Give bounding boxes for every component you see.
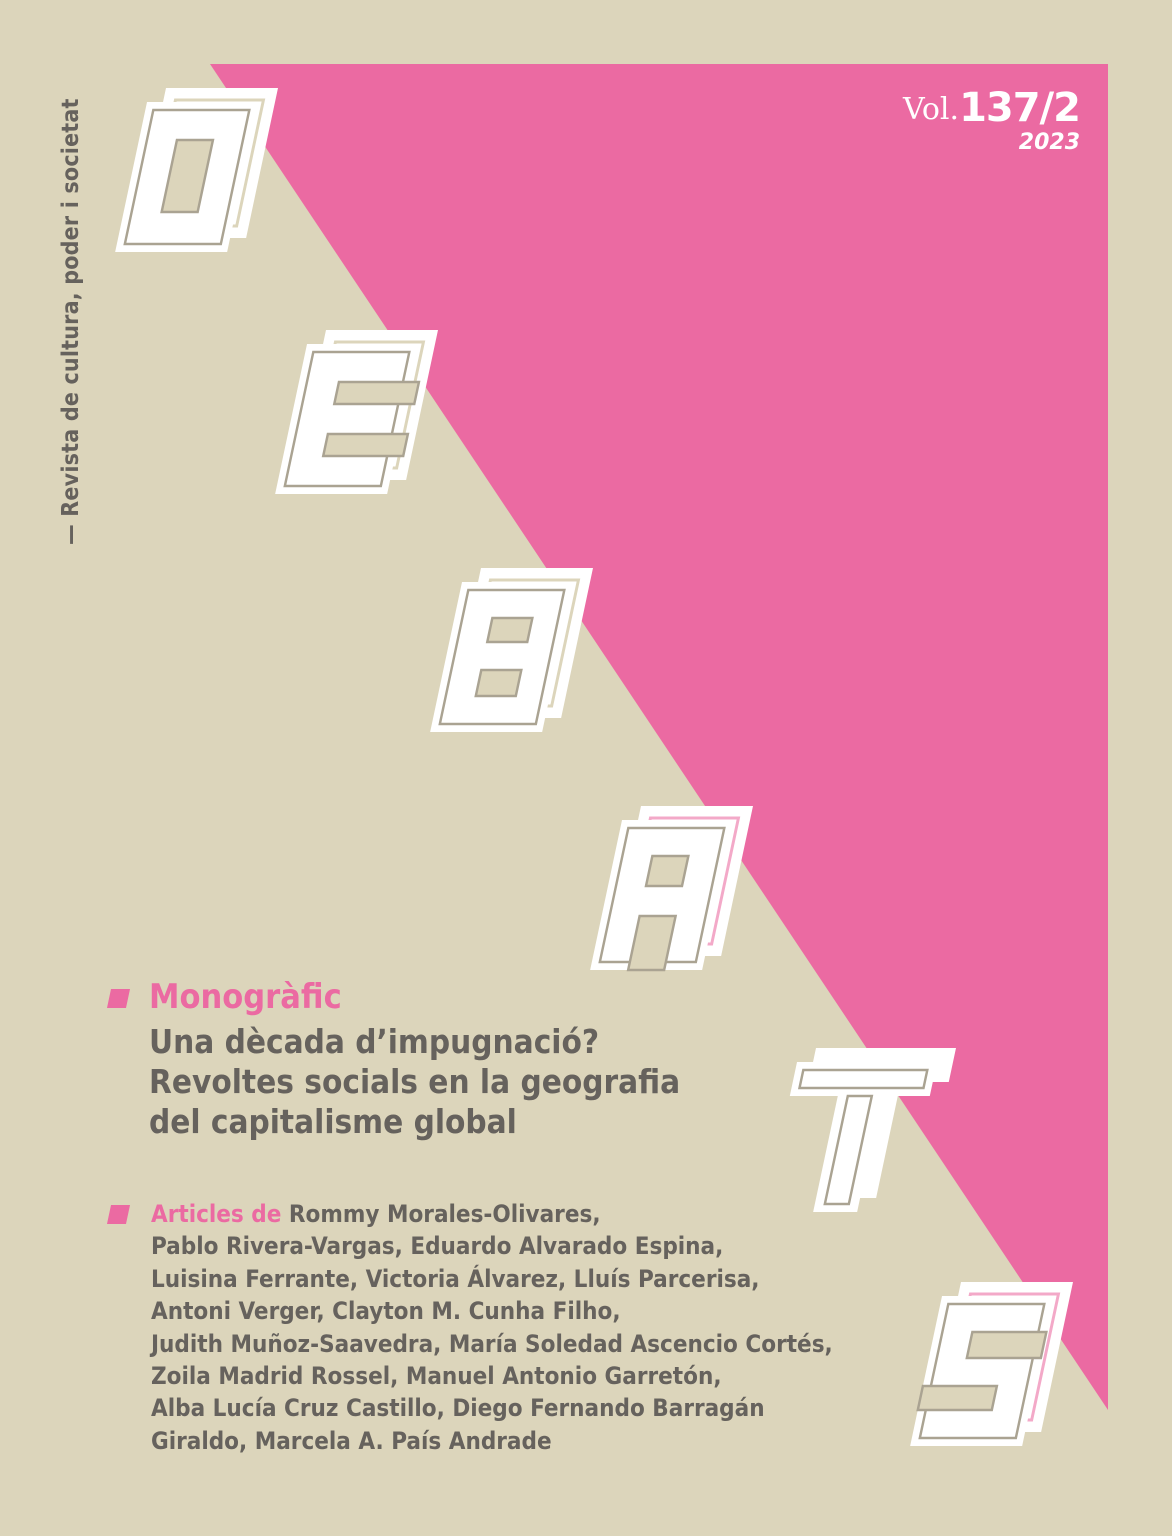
- authors-line: Pablo Rivera-Vargas, Eduardo Alvarado Espina,: [151, 1232, 724, 1261]
- articles-label: Articles de: [151, 1200, 282, 1228]
- authors-line: [151, 1198, 891, 1230]
- authors-line-text: Rommy Morales-Olivares,: [288, 1200, 601, 1228]
- title-letter-e: [275, 330, 438, 494]
- title-letter-d: [115, 88, 278, 252]
- authors-line: Judith Muñoz-Saavedra, María Soledad Ascencio Cortés,: [151, 1329, 833, 1358]
- authors-line: Zoila Madrid Rossel, Manuel Antonio Garretón,: [151, 1362, 722, 1391]
- authors-line: Alba Lucía Cruz Castillo, Diego Fernando Barragán: [151, 1394, 765, 1423]
- monograph-title-line: del capitalisme global: [149, 1102, 517, 1141]
- volume-number: 137/2: [959, 85, 1080, 131]
- monograph-title: [149, 1022, 789, 1142]
- title-letter-b: [430, 568, 593, 732]
- articles-bullet: [107, 1205, 130, 1224]
- journal-tagline: — Revista de cultura, poder i societat: [58, 98, 84, 545]
- title-letter-s: [910, 1282, 1073, 1446]
- articles-authors: [151, 1198, 891, 1457]
- authors-line: Giraldo, Marcela A. País Andrade: [151, 1426, 552, 1455]
- issue-year: 2023: [1018, 130, 1080, 155]
- title-letter-a: [590, 806, 753, 970]
- monograph-label: Monogràfic: [149, 977, 342, 1017]
- volume-line: [902, 85, 1080, 131]
- monograph-title-line: Revoltes socials en la geografia: [149, 1062, 681, 1101]
- volume-block: [902, 85, 1080, 155]
- monograph-title-line: Una dècada d’impugnació?: [149, 1022, 600, 1061]
- monograph-bullet: [107, 989, 130, 1008]
- authors-line: Antoni Verger, Clayton M. Cunha Filho,: [151, 1297, 621, 1326]
- volume-prefix: Vol.: [902, 92, 960, 127]
- authors-line: Luisina Ferrante, Victoria Álvarez, Lluís Parcerisa,: [151, 1264, 760, 1293]
